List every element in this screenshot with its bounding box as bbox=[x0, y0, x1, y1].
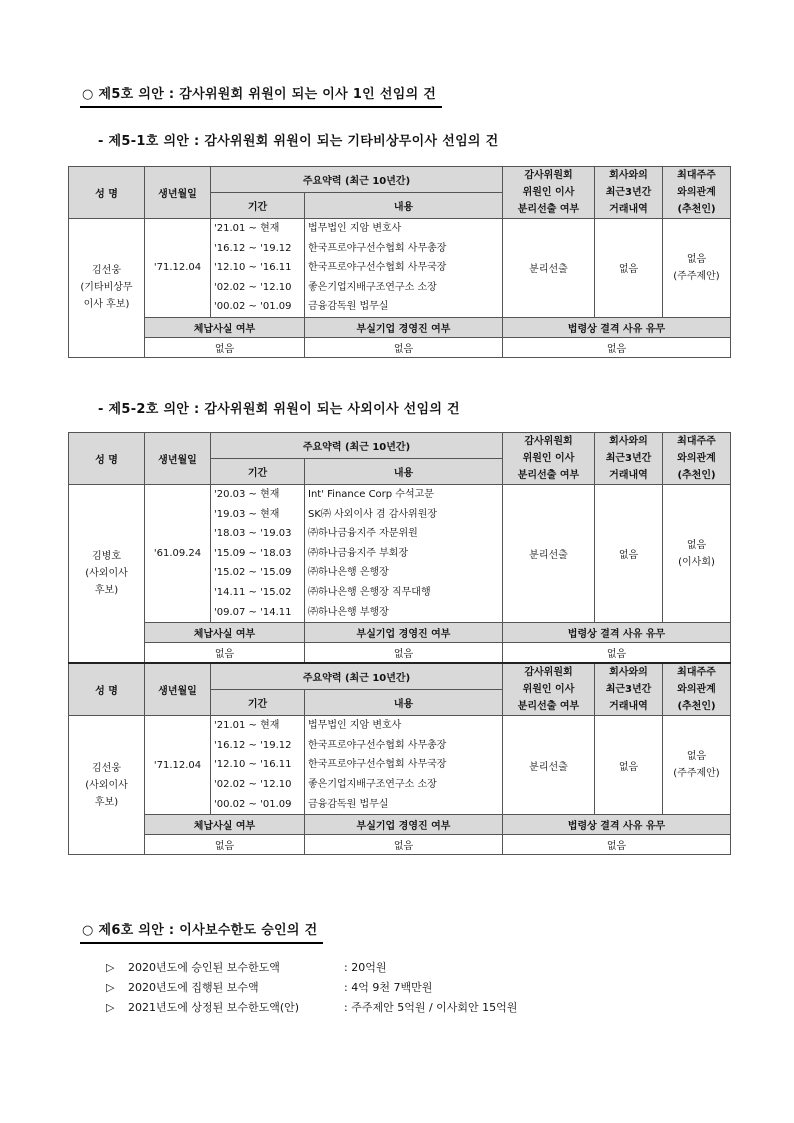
header-line: (추천인) bbox=[677, 204, 716, 215]
insolvent-exec-value: 없음 bbox=[305, 643, 503, 664]
header-disqualification: 법령상 결격 사유 유무 bbox=[503, 623, 731, 643]
candidate-name-line: 김선웅 bbox=[92, 265, 121, 277]
header-line: 최근3년간 bbox=[605, 684, 652, 696]
header-content: 내용 bbox=[305, 459, 503, 485]
header-tax-arrears: 체납사실 여부 bbox=[145, 623, 305, 643]
header-line: 최근3년간 bbox=[605, 187, 652, 198]
candidate-birth: '71.12.04 bbox=[145, 219, 211, 318]
relation-line: (주주제안) bbox=[673, 768, 720, 780]
candidate-name-line: 이사 후보) bbox=[83, 299, 130, 311]
career-period: '02.02 ~ '12.10 bbox=[214, 778, 292, 790]
header-period: 기간 bbox=[211, 193, 305, 219]
career-contents bbox=[305, 485, 503, 623]
header-line: 거래내역 bbox=[609, 204, 648, 215]
header-transactions bbox=[595, 433, 663, 485]
career-period: '15.09 ~ '18.03 bbox=[214, 547, 292, 559]
career-content: 좋은기업지배구조연구소 소장 bbox=[308, 281, 437, 293]
remuneration-list bbox=[106, 958, 517, 1018]
career-periods bbox=[211, 716, 305, 815]
transactions-value: 없음 bbox=[595, 716, 663, 815]
career-period: '02.02 ~ '12.10 bbox=[214, 281, 292, 293]
relation-value bbox=[663, 219, 731, 318]
career-period: '12.10 ~ '16.11 bbox=[214, 262, 292, 274]
header-relation bbox=[663, 663, 731, 716]
header-tax-arrears: 체납사실 여부 bbox=[145, 815, 305, 835]
relation-line: 없음 bbox=[686, 539, 707, 551]
header-line: 최근3년간 bbox=[605, 453, 652, 464]
candidate-name-line: (사외이사 bbox=[85, 568, 128, 580]
career-content: 금융감독원 법무실 bbox=[308, 301, 389, 313]
header-tax-arrears: 체납사실 여부 bbox=[145, 317, 305, 337]
header-line: 회사와의 bbox=[609, 170, 648, 181]
header-disqualification: 법령상 결격 사유 유무 bbox=[503, 815, 731, 835]
header-line: 최대주주 bbox=[677, 436, 716, 447]
header-insolvent-exec: 부실기업 경영진 여부 bbox=[305, 623, 503, 643]
header-insolvent-exec: 부실기업 경영진 여부 bbox=[305, 317, 503, 337]
header-relation bbox=[663, 433, 731, 485]
insolvent-exec-value: 없음 bbox=[305, 835, 503, 855]
agenda5-title: ○ 제5호 의안 : 감사위원회 위원이 되는 이사 1인 선임의 건 bbox=[80, 84, 442, 108]
tax-arrears-value: 없음 bbox=[145, 337, 305, 357]
relation-line: 없음 bbox=[686, 253, 707, 265]
relation-line: 없음 bbox=[686, 751, 707, 763]
career-content: ㈜하나은행 은행장 직무대행 bbox=[308, 586, 431, 598]
header-line: 와의관계 bbox=[677, 453, 716, 464]
career-period: '00.02 ~ '01.09 bbox=[214, 798, 292, 810]
relation-line: (주주제안) bbox=[673, 270, 720, 282]
remuneration-item bbox=[106, 958, 517, 978]
header-relation bbox=[663, 167, 731, 219]
career-period: '14.11 ~ '15.02 bbox=[214, 586, 292, 598]
disqualification-value: 없음 bbox=[503, 835, 731, 855]
candidate-name-line: 후보) bbox=[94, 585, 119, 597]
header-line: 최대주주 bbox=[677, 667, 716, 679]
header-name: 성 명 bbox=[69, 663, 145, 716]
triangle-bullet-icon: ▷ bbox=[106, 1001, 115, 1014]
candidate-name-line: (사외이사 bbox=[85, 779, 128, 791]
career-content: 한국프로야구선수협회 사무국장 bbox=[308, 262, 447, 274]
career-period: '18.03 ~ '19.03 bbox=[214, 528, 292, 540]
career-content: 법무법인 지암 변호사 bbox=[308, 223, 402, 234]
header-line: 분리선출 여부 bbox=[517, 701, 580, 713]
header-period: 기간 bbox=[211, 459, 305, 485]
career-content: SK㈜ 사외이사 겸 감사위원장 bbox=[308, 508, 438, 520]
header-line: 감사위원회 bbox=[524, 667, 573, 679]
header-line: 거래내역 bbox=[609, 701, 648, 713]
header-disqualification: 법령상 결격 사유 유무 bbox=[503, 317, 731, 337]
career-period: '15.02 ~ '15.09 bbox=[214, 567, 292, 579]
header-period: 기간 bbox=[211, 690, 305, 716]
header-line: 위원인 이사 bbox=[522, 187, 575, 198]
remuneration-item bbox=[106, 978, 517, 998]
career-periods bbox=[211, 485, 305, 623]
career-content: 좋은기업지배구조연구소 소장 bbox=[308, 778, 437, 790]
career-period: '21.01 ~ 현재 bbox=[214, 720, 280, 732]
triangle-bullet-icon: ▷ bbox=[106, 981, 115, 994]
career-content: 한국프로야구선수협회 사무총장 bbox=[308, 739, 447, 751]
header-birth: 생년월일 bbox=[145, 167, 211, 219]
header-audit bbox=[503, 433, 595, 485]
candidate-name-line: 김선웅 bbox=[92, 762, 121, 774]
career-period: '09.07 ~ '14.11 bbox=[214, 606, 292, 618]
header-line: 회사와의 bbox=[609, 436, 648, 447]
audit-separate-election: 분리선출 bbox=[503, 219, 595, 318]
candidate-name bbox=[69, 485, 145, 664]
remuneration-value: : 20억원 bbox=[344, 961, 387, 974]
agenda5-1-subtitle: - 제5-1호 의안 : 감사위원회 위원이 되는 기타비상무이사 선임의 건 bbox=[98, 134, 499, 149]
career-period: '12.10 ~ '16.11 bbox=[214, 759, 292, 771]
header-name: 성 명 bbox=[69, 433, 145, 485]
header-line: 감사위원회 bbox=[524, 436, 573, 447]
relation-line: (이사회) bbox=[678, 556, 715, 568]
header-transactions bbox=[595, 663, 663, 716]
disqualification-value: 없음 bbox=[503, 643, 731, 664]
remuneration-item bbox=[106, 998, 517, 1018]
remuneration-label: 2020년도에 집행된 보수액 bbox=[128, 981, 259, 994]
header-line: 최대주주 bbox=[677, 170, 716, 181]
header-line: 분리선출 여부 bbox=[517, 204, 580, 215]
header-birth: 생년월일 bbox=[145, 663, 211, 716]
transactions-value: 없음 bbox=[595, 219, 663, 318]
career-content: 한국프로야구선수협회 사무국장 bbox=[308, 759, 447, 771]
career-content: ㈜하나은행 은행장 bbox=[308, 567, 389, 579]
header-content: 내용 bbox=[305, 690, 503, 716]
remuneration-label: 2020년도에 승인된 보수한도액 bbox=[128, 961, 280, 974]
candidate-table-5-1 bbox=[68, 166, 731, 358]
header-line: 회사와의 bbox=[609, 667, 648, 679]
tax-arrears-value: 없음 bbox=[145, 643, 305, 664]
career-content: ㈜하나금융지주 부회장 bbox=[308, 547, 409, 559]
header-birth: 생년월일 bbox=[145, 433, 211, 485]
header-content: 내용 bbox=[305, 193, 503, 219]
career-content: 한국프로야구선수협회 사무총장 bbox=[308, 242, 447, 254]
remuneration-value: : 4억 9천 7백만원 bbox=[344, 981, 433, 994]
insolvent-exec-value: 없음 bbox=[305, 337, 503, 357]
career-content: ㈜하나은행 부행장 bbox=[308, 606, 389, 618]
candidate-name-line: 김병호 bbox=[92, 551, 121, 563]
remuneration-label: 2021년도에 상정된 보수한도액(안) bbox=[128, 1001, 300, 1014]
header-transactions bbox=[595, 167, 663, 219]
header-line: 위원인 이사 bbox=[522, 453, 575, 464]
candidate-name bbox=[69, 219, 145, 358]
candidate-name bbox=[69, 716, 145, 855]
header-line: 와의관계 bbox=[677, 187, 716, 198]
relation-value bbox=[663, 485, 731, 623]
header-line: 감사위원회 bbox=[524, 170, 573, 181]
candidate-table-5-2 bbox=[68, 432, 731, 855]
header-insolvent-exec: 부실기업 경영진 여부 bbox=[305, 815, 503, 835]
candidate-name-line: (기타비상무 bbox=[80, 282, 133, 294]
header-career: 주요약력 (최근 10년간) bbox=[211, 167, 503, 193]
header-audit bbox=[503, 663, 595, 716]
career-period: '16.12 ~ '19.12 bbox=[214, 739, 292, 751]
relation-value bbox=[663, 716, 731, 815]
header-line: 와의관계 bbox=[677, 684, 716, 696]
header-career: 주요약력 (최근 10년간) bbox=[211, 433, 503, 459]
tax-arrears-value: 없음 bbox=[145, 835, 305, 855]
header-line: 거래내역 bbox=[609, 470, 648, 481]
agenda6-title: ○ 제6호 의안 : 이사보수한도 승인의 건 bbox=[80, 920, 323, 944]
career-period: '00.02 ~ '01.09 bbox=[214, 301, 292, 313]
disqualification-value: 없음 bbox=[503, 337, 731, 357]
remuneration-value: : 주주제안 5억원 / 이사회안 15억원 bbox=[344, 1001, 518, 1014]
header-audit bbox=[503, 167, 595, 219]
transactions-value: 없음 bbox=[595, 485, 663, 623]
career-period: '19.03 ~ 현재 bbox=[214, 508, 280, 520]
career-period: '21.01 ~ 현재 bbox=[214, 223, 280, 234]
candidate-birth: '61.09.24 bbox=[145, 485, 211, 623]
header-line: (추천인) bbox=[677, 470, 716, 481]
header-career: 주요약력 (최근 10년간) bbox=[211, 663, 503, 690]
agenda5-2-subtitle: - 제5-2호 의안 : 감사위원회 위원이 되는 사외이사 선임의 건 bbox=[98, 402, 460, 417]
career-content: 금융감독원 법무실 bbox=[308, 798, 389, 810]
audit-separate-election: 분리선출 bbox=[503, 485, 595, 623]
career-period: '20.03 ~ 현재 bbox=[214, 489, 280, 500]
header-name: 성 명 bbox=[69, 167, 145, 219]
career-contents bbox=[305, 219, 503, 318]
triangle-bullet-icon: ▷ bbox=[106, 961, 115, 974]
career-periods bbox=[211, 219, 305, 318]
career-contents bbox=[305, 716, 503, 815]
candidate-birth: '71.12.04 bbox=[145, 716, 211, 815]
header-line: 분리선출 여부 bbox=[517, 470, 580, 481]
career-period: '16.12 ~ '19.12 bbox=[214, 242, 292, 254]
career-content: 법무법인 지암 변호사 bbox=[308, 720, 402, 732]
career-content: Int' Finance Corp 수석고문 bbox=[308, 489, 434, 500]
header-line: (추천인) bbox=[677, 701, 716, 713]
career-content: ㈜하나금융지주 자문위원 bbox=[308, 528, 418, 540]
header-line: 위원인 이사 bbox=[522, 684, 575, 696]
audit-separate-election: 분리선출 bbox=[503, 716, 595, 815]
candidate-name-line: 후보) bbox=[94, 796, 119, 808]
